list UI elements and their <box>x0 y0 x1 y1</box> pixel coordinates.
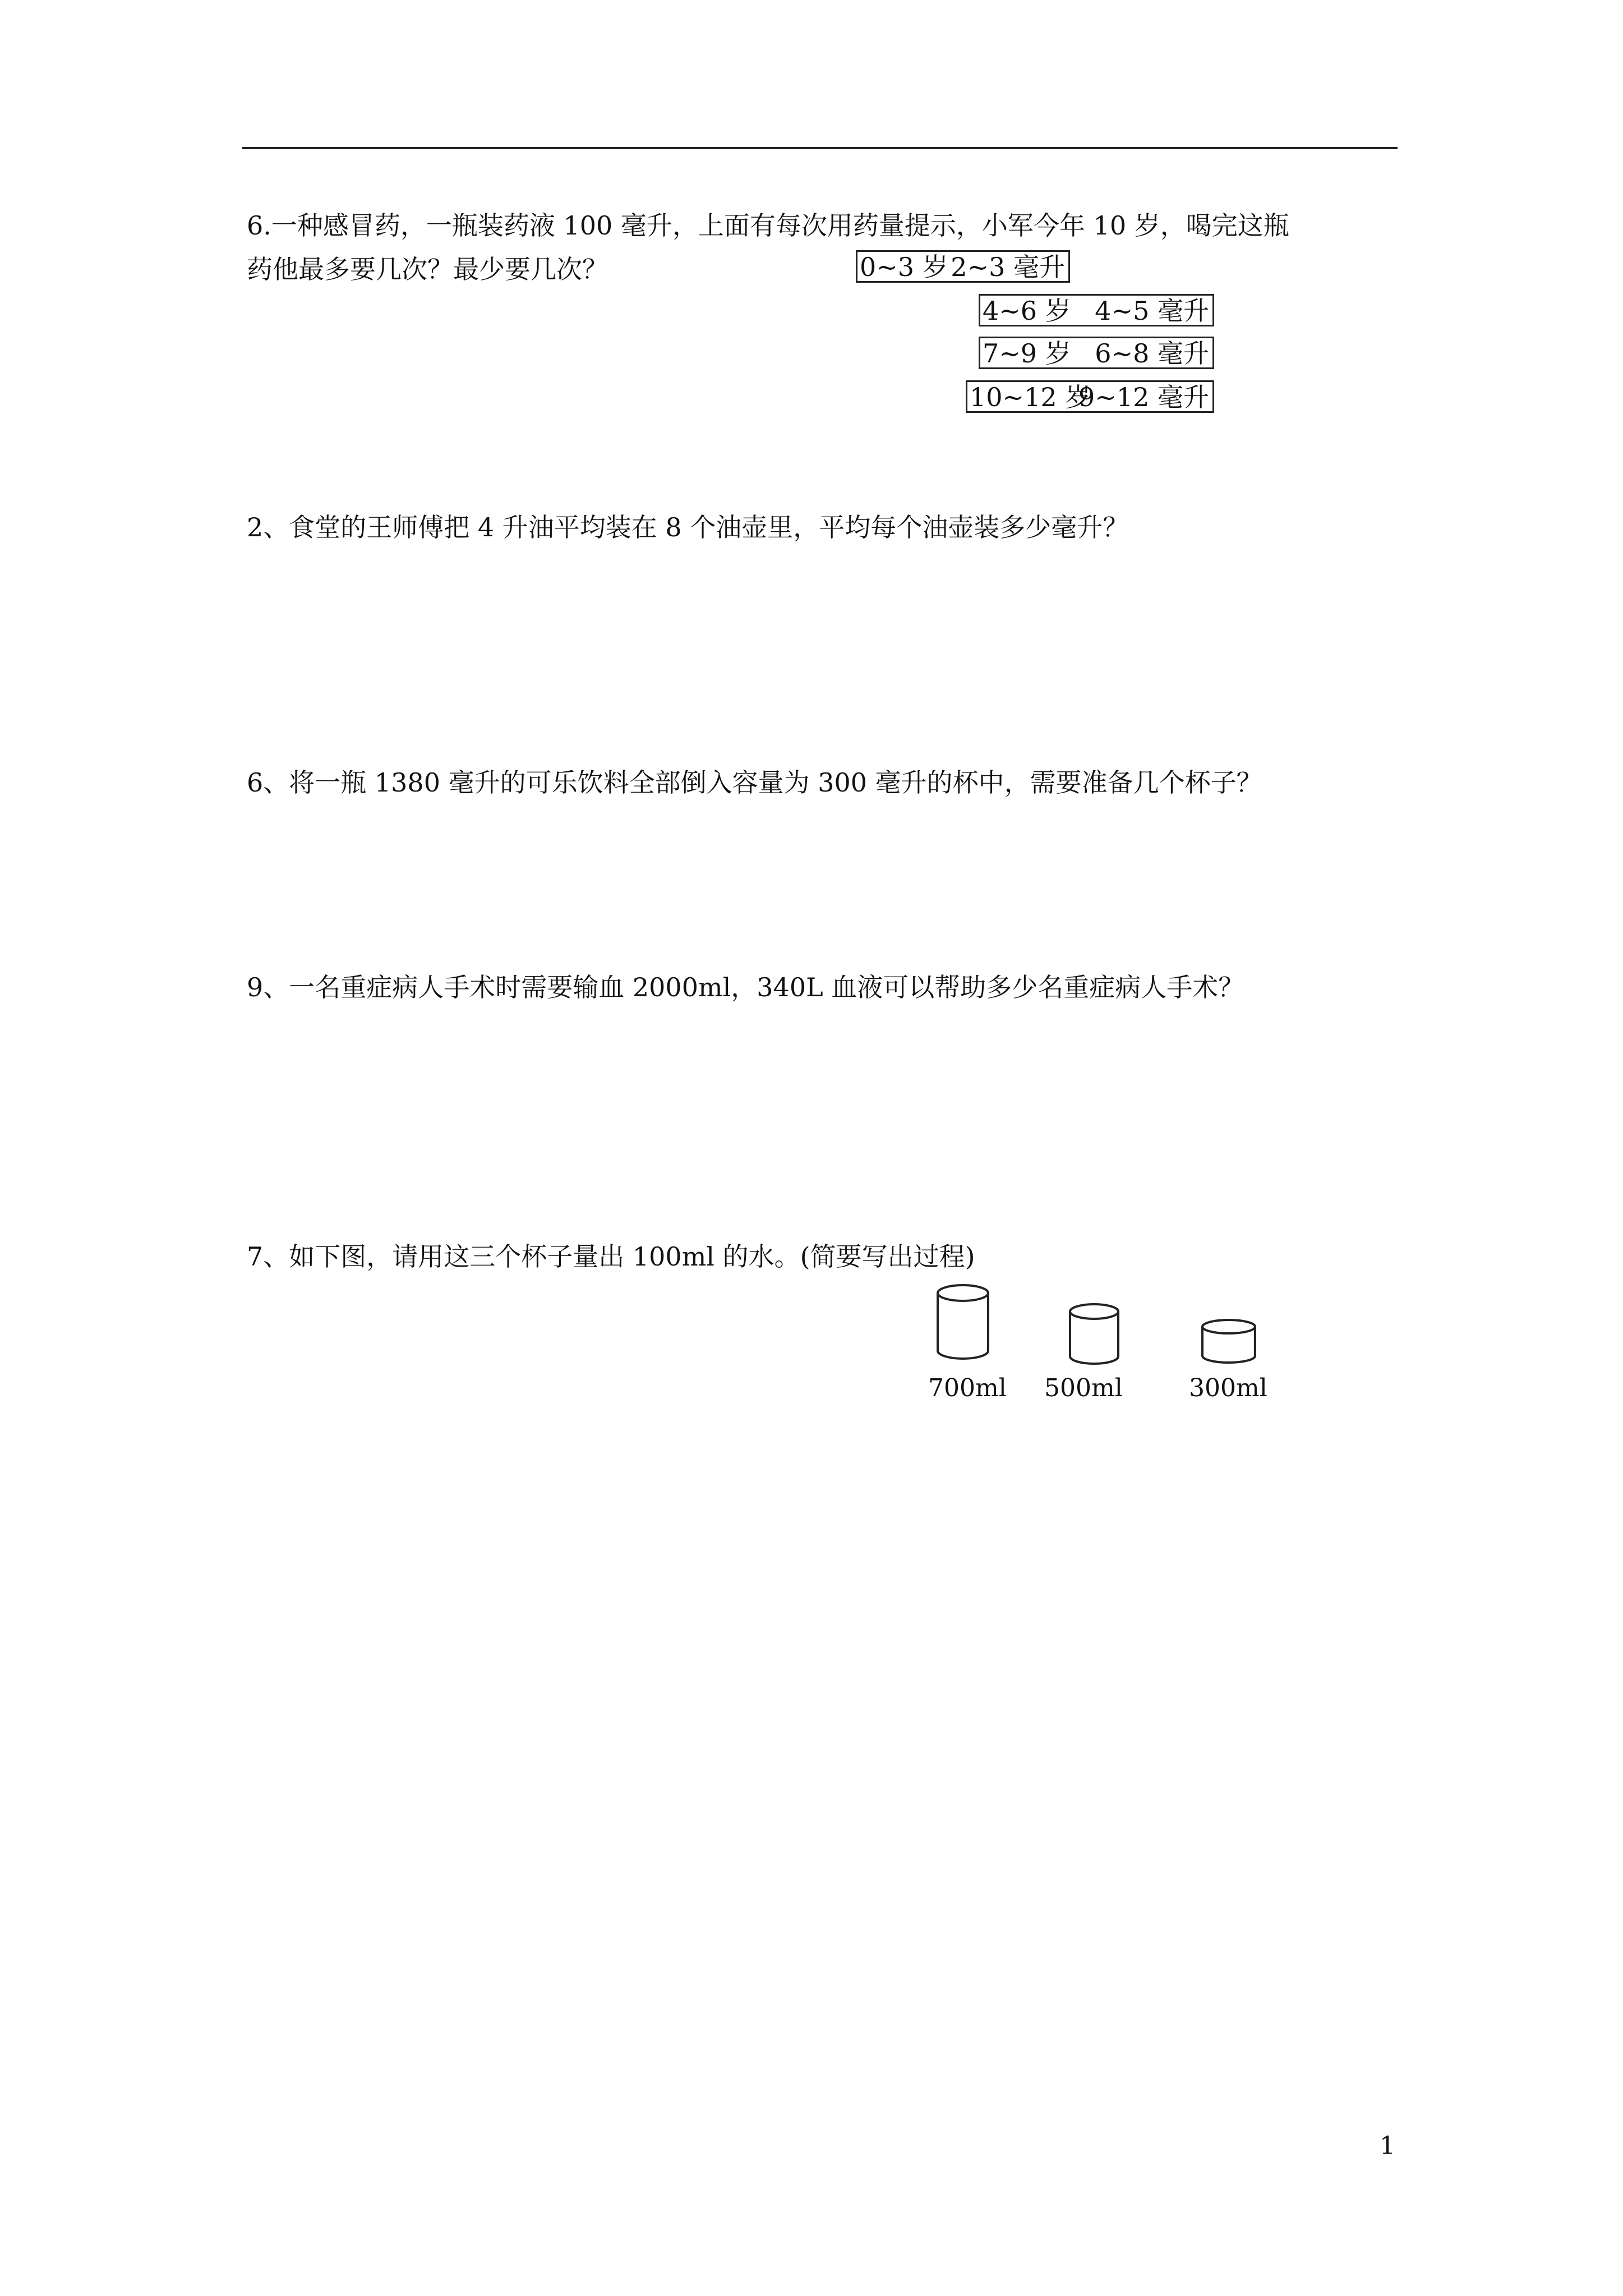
dosage-amount: 6~8 毫升 <box>1095 338 1209 369</box>
question-5: 7、如下图，请用这三个杯子量出 100ml 的水。(简要写出过程) <box>247 1241 975 1272</box>
question-1-line-2: 药他最多要几次？最少要几次？ <box>247 254 608 284</box>
question-4: 9、一名重症病人手术时需要输血 2000ml，340L 血液可以帮助多少名重症病人手术？ <box>247 972 1244 1002</box>
cup-700ml-icon <box>938 1285 988 1359</box>
question-3: 6、将一瓶 1380 毫升的可乐饮料全部倒入容量为 300 毫升的杯中，需要准备几个杯子？ <box>247 767 1262 798</box>
cup-label-700ml: 700ml <box>928 1374 1007 1402</box>
dosage-age: 4~6 岁 <box>983 296 1071 326</box>
question-1-line-1: 6.一种感冒药，一瓶装药液 100 毫升，上面有每次用药量提示，小军今年 10 岁，喝完这瓶 <box>247 210 1289 241</box>
cup-500ml-icon <box>1070 1304 1118 1364</box>
dosage-age: 0~3 岁 <box>860 252 948 282</box>
page-number: 1 <box>1380 2132 1395 2160</box>
cup-label-500ml: 500ml <box>1044 1374 1123 1402</box>
dosage-amount: 9~12 毫升 <box>1078 382 1209 412</box>
cup-label-300ml: 300ml <box>1189 1374 1267 1402</box>
dosage-amount: 4~5 毫升 <box>1095 296 1209 326</box>
dosage-age: 7~9 岁 <box>983 338 1071 369</box>
dosage-amount: 2~3 毫升 <box>951 252 1065 282</box>
cup-300ml-icon <box>1202 1320 1255 1363</box>
dosage-age: 10~12 岁 <box>970 382 1091 412</box>
question-2: 2、食堂的王师傅把 4 升油平均装在 8 个油壶里，平均每个油壶装多少毫升？ <box>247 512 1129 542</box>
